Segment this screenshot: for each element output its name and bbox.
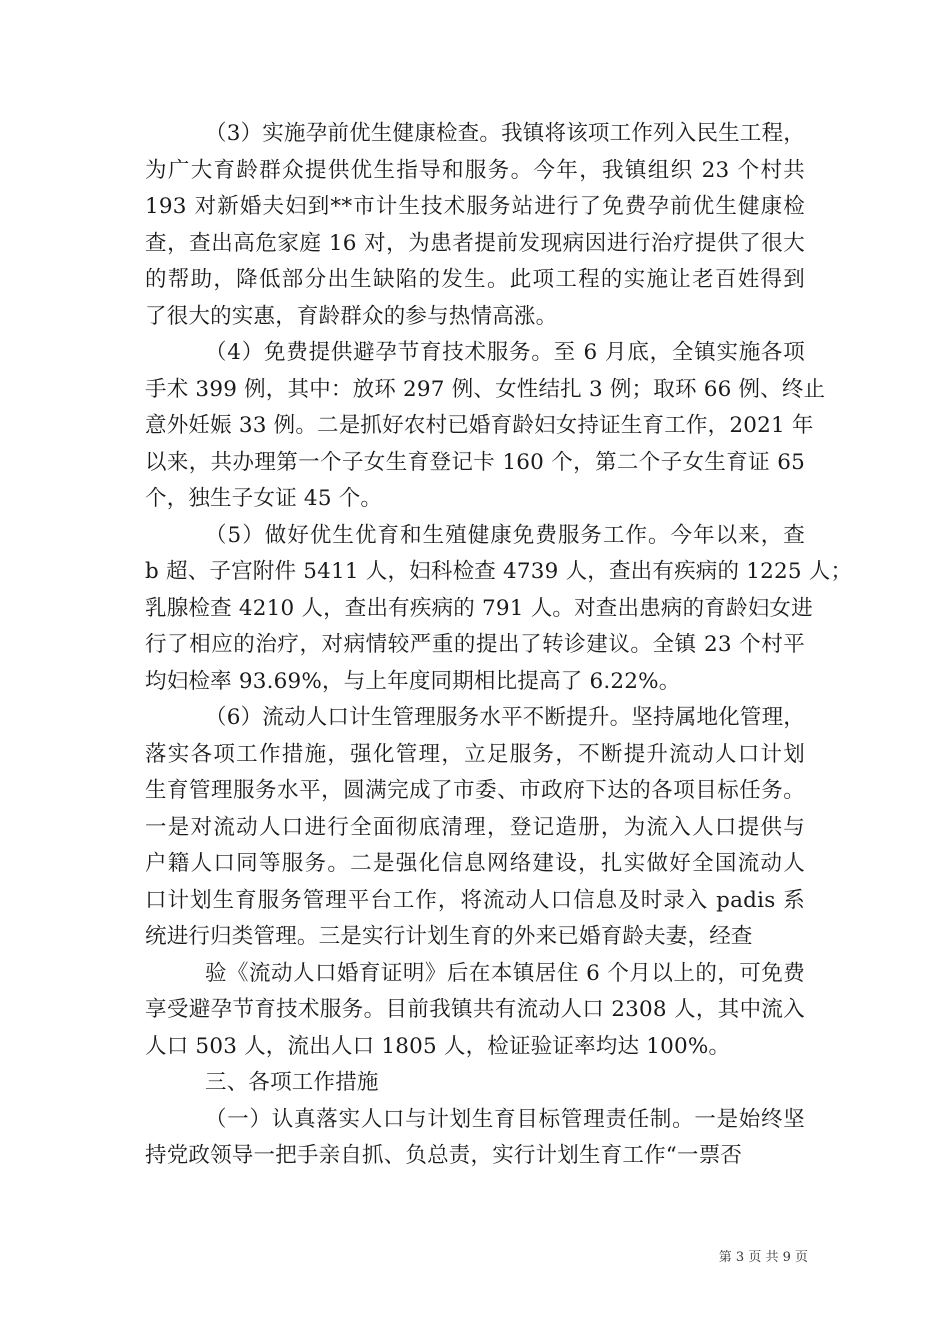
paragraph <box>145 116 805 335</box>
text-line: 享受避孕节育技术服务。目前我镇共有流动人口 2308 人，其中流入 <box>145 997 805 1022</box>
text-line: 落实各项工作措施，强化管理，立足服务，不断提升流动人口计划 <box>145 741 805 767</box>
text-line: 户籍人口同等服务。二是强化信息网络建设，扎实做好全国流动人 <box>145 851 805 876</box>
paragraph <box>145 956 805 1066</box>
paragraph <box>145 700 805 956</box>
text-line: 均妇检率 93.69%，与上年度同期相比提高了 6.22%。 <box>145 668 681 694</box>
document-body <box>145 116 853 1175</box>
text-line: （6）流动人口计生管理服务水平不断提升。坚持属地化管理， <box>205 705 805 730</box>
text-line: 意外妊娠 33 例。二是抓好农村已婚育龄妇女持证生育工作，2021 年 <box>145 413 814 438</box>
text-line: 人口 503 人，流出人口 1805 人，检证验证率均达 100%。 <box>145 1033 731 1059</box>
text-line: （3）实施孕前优生健康检查。我镇将该项工作列入民生工程， <box>205 121 805 146</box>
text-line: 口计划生育服务管理平台工作，将流动人口信息及时录入 padis 系 <box>145 887 805 913</box>
text-line: 手术 399 例，其中：放环 297 例、女性结扎 3 例；取环 66 例、终止 <box>145 376 826 402</box>
text-line: （5）做好优生优育和生殖健康免费服务工作。今年以来，查 <box>205 522 805 548</box>
page-number: 第 3 页 共 9 页 <box>718 1250 808 1265</box>
text-line: （4）免费提供避孕节育技术服务。至 6 月底，全镇实施各项 <box>205 340 805 365</box>
text-line: 行了相应的治疗，对病情较严重的提出了转诊建议。全镇 23 个村平 <box>145 632 805 657</box>
text-line: （一）认真落实人口与计划生育目标管理责任制。一是始终坚 <box>205 1106 805 1132</box>
text-line: 验《流动人口婚育证明》后在本镇居住 6 个月以上的，可免费 <box>205 960 805 986</box>
paragraph <box>145 1102 805 1175</box>
text-line: 为广大育龄群众提供优生指导和服务。今年，我镇组织 23 个村共 <box>145 157 805 183</box>
text-line: 的帮助，降低部分出生缺陷的发生。此项工程的实施让老百姓得到 <box>145 267 805 292</box>
text-line: 统进行归类管理。三是实行计划生育的外来已婚育龄夫妻，经查 <box>145 924 753 949</box>
text-line: 三、各项工作措施 <box>205 1070 379 1095</box>
paragraph <box>145 518 853 701</box>
text-line: 持党政领导一把手亲自抓、负总责，实行计划生育工作“一票否 <box>145 1143 743 1168</box>
text-line: 了很大的实惠，育龄群众的参与热情高涨。 <box>145 303 558 329</box>
paragraph <box>145 335 826 518</box>
text-line: 以来，共办理第一个子女生育登记卡 160 个，第二个子女生育证 65 <box>145 449 805 475</box>
text-line: 查，查出高危家庭 16 对，为患者提前发现病因进行治疗提供了很大 <box>145 230 805 256</box>
text-line: b 超、子宫附件 5411 人，妇科检查 4739 人，查出有疾病的 1225 人； <box>145 559 853 584</box>
text-line: 个，独生子女证 45 个。 <box>145 486 383 511</box>
text-line: 生育管理服务水平，圆满完成了市委、市政府下达的各项目标任务。 <box>145 778 805 803</box>
text-line: 一是对流动人口进行全面彻底清理，登记造册，为流入人口提供与 <box>145 814 805 840</box>
text-line: 193 对新婚夫妇到**市计生技术服务站进行了免费孕前优生健康检 <box>145 194 805 219</box>
paragraph <box>145 1065 805 1102</box>
text-line: 乳腺检查 4210 人，查出有疾病的 791 人。对查出患病的育龄妇女进 <box>145 595 813 621</box>
